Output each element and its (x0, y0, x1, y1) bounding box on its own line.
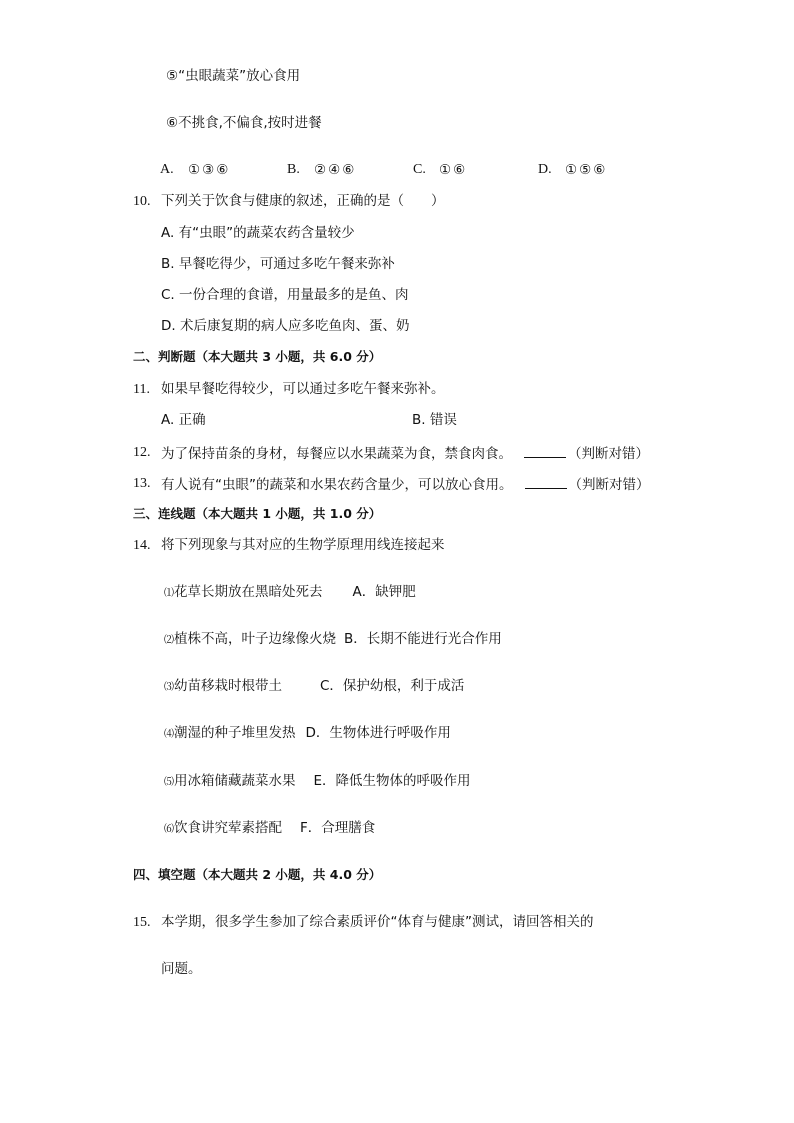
q14-row-6-left: 饮食讲究荤素搭配 (174, 820, 282, 836)
q14-row-5 (164, 772, 471, 792)
q14-row-2-right: B．长期不能进行光合作用 (344, 631, 502, 647)
q14-row-3-right: C．保护幼根，利于成活 (320, 678, 465, 694)
q10-number: 10. (133, 194, 151, 209)
q14-row-5-left: 用冰箱储藏蔬菜水果 (174, 773, 296, 789)
q14-row-5-right: E．降低生物体的呼吸作用 (313, 773, 471, 789)
q14-row-4-left: 潮湿的种子堆里发热 (174, 725, 296, 741)
section-4-heading: 四、填空题（本大题共 2 小题，共 4.0 分） (133, 867, 382, 882)
q14-stem: 将下列现象与其对应的生物学原理用线连接起来 (161, 537, 445, 553)
q13-number: 13. (133, 476, 151, 491)
q14-row-2 (164, 630, 502, 650)
q13-line (161, 474, 650, 494)
q10-option-a: A. 有“虫眼”的蔬菜农药含量较少 (161, 225, 355, 241)
q12-stem: 为了保持苗条的身材，每餐应以水果蔬菜为食，禁食肉食。 (161, 446, 512, 462)
q9-option-a-text: ①③⑥ (188, 162, 231, 178)
q9-option-b-label: B. (287, 162, 300, 177)
q11-stem: 如果早餐吃得较少，可以通过多吃午餐来弥补。 (161, 381, 445, 397)
q9-item-5: ⑤“虫眼蔬菜”放心食用 (166, 68, 301, 84)
q14-row-6-right: F．合理膳食 (300, 820, 376, 836)
q14-row-3-mark: ⑶ (164, 682, 174, 693)
q14-row-3 (164, 677, 464, 697)
q10-stem: 下列关于饮食与健康的叙述，正确的是（ ） (161, 193, 445, 209)
q9-item-6: ⑥不挑食,不偏食,按时进餐 (166, 115, 322, 131)
q14-row-2-left: 植株不高，叶子边缘像火烧 (174, 631, 336, 647)
q14-number: 14. (133, 538, 151, 553)
q13-tail: （判断对错） (568, 477, 650, 493)
q14-row-1-right: A．缺钾肥 (352, 584, 416, 600)
q14-row-5-mark: ⑸ (164, 777, 174, 788)
section-2-heading: 二、判断题（本大题共 3 小题，共 6.0 分） (133, 349, 382, 364)
q14-row-2-mark: ⑵ (164, 635, 174, 646)
q13-stem: 有人说有“虫眼”的蔬菜和水果农药含量少，可以放心食用。 (161, 477, 513, 493)
q13-answer-blank[interactable] (525, 474, 567, 489)
section-3-heading: 三、连线题（本大题共 1 小题，共 1.0 分） (133, 506, 382, 521)
q14-row-3-left: 幼苗移栽时根带土 (174, 678, 282, 694)
q9-option-c-label: C. (413, 162, 426, 177)
q12-answer-blank[interactable] (524, 443, 566, 458)
q12-line (161, 443, 649, 463)
q14-row-1-mark: ⑴ (164, 588, 174, 599)
q14-row-1-left: 花草长期放在黑暗处死去 (174, 584, 323, 600)
q10-option-c: C. 一份合理的食谱，用量最多的是鱼、肉 (161, 287, 409, 303)
q9-option-d-text: ①⑤⑥ (565, 162, 608, 178)
q9-option-c-text: ①⑥ (439, 162, 468, 178)
q14-row-4 (164, 724, 451, 744)
q9-option-d-label: D. (538, 162, 552, 177)
q9-option-b-text: ②④⑥ (314, 162, 357, 178)
q15-number: 15. (133, 915, 151, 930)
q14-row-1 (164, 583, 416, 603)
q11-number: 11. (133, 382, 150, 397)
q12-tail: （判断对错） (568, 446, 649, 462)
q11-option-a: A. 正确 (161, 412, 206, 428)
q15-stem: 本学期，很多学生参加了综合素质评价“体育与健康”测试，请回答相关的 (161, 914, 594, 930)
q15-stem-continued: 问题。 (161, 961, 202, 977)
q12-number: 12. (133, 445, 151, 460)
q14-row-4-right: D．生物体进行呼吸作用 (305, 725, 451, 741)
q14-row-4-mark: ⑷ (164, 729, 174, 740)
q11-option-b: B. 错误 (412, 412, 457, 428)
q14-row-6 (164, 819, 375, 839)
q10-option-d: D. 术后康复期的病人应多吃鱼肉、蛋、奶 (161, 318, 410, 334)
q10-option-b: B. 早餐吃得少，可通过多吃午餐来弥补 (161, 256, 395, 272)
q14-row-6-mark: ⑹ (164, 824, 174, 835)
q9-option-a-label: A. (160, 162, 174, 177)
